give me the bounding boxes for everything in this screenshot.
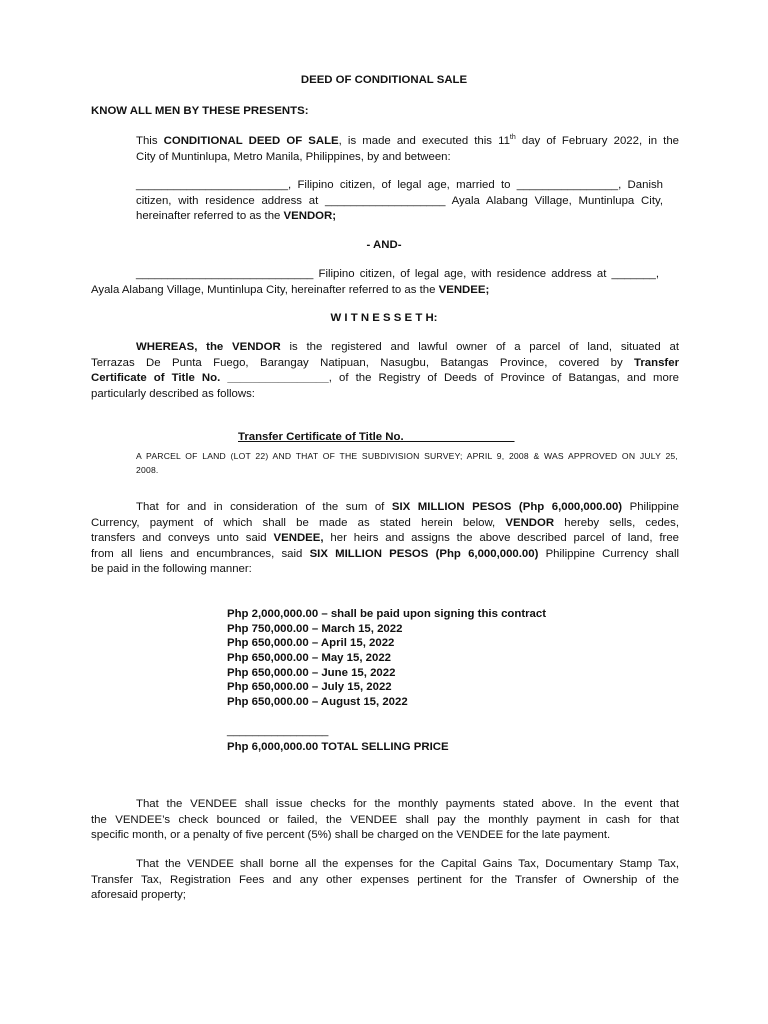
vendee-party-paragraph <box>91 267 659 298</box>
vendor-line-3: hereinafter referred to as the VENDOR; <box>136 210 337 222</box>
payment-line: Php 650,000.00 – May 15, 2022 <box>227 652 392 665</box>
payment-line: Php 650,000.00 – April 15, 2022 <box>227 637 395 650</box>
tct-heading: Transfer Certificate of Title No. _________________ <box>238 431 515 443</box>
expenses-clause-paragraph <box>91 857 679 904</box>
whereas-line-3: Certificate of Title No. ________________, of the Registry of Deeds of Province of Batangas, and more <box>91 372 679 384</box>
checks-clause-paragraph <box>91 797 679 844</box>
payment-schedule <box>227 607 546 710</box>
land-description-line-2: 2008. <box>136 465 159 475</box>
witnesseth-heading: W I T N E S S E T H: <box>330 312 438 324</box>
vendor-party-paragraph <box>136 178 663 225</box>
consideration-line-5: be paid in the following manner: <box>91 563 252 575</box>
expenses-line-3: aforesaid property; <box>91 889 186 901</box>
consideration-paragraph <box>91 500 679 578</box>
land-description-line-1: A PARCEL OF LAND (LOT 22) AND THAT OF THE SUBDIVISION SURVEY; APRIL 9, 2008 & WAS APPROVED ON JULY 25, <box>136 451 678 461</box>
expenses-line-1: That the VENDEE shall borne all the expenses for the Capital Gains Tax, Documentary Stamp Tax, <box>136 858 679 870</box>
payment-line: Php 650,000.00 – June 15, 2022 <box>227 666 396 679</box>
whereas-line-2: Terrazas De Punta Fuego, Barangay Natipuan, Nasugbu, Batangas Province, covered by Transfer <box>91 356 679 369</box>
consideration-line-2: Currency, payment of which shall be made as stated herein below, VENDOR hereby sells, cedes, <box>91 516 679 529</box>
payment-line: Php 650,000.00 – July 15, 2022 <box>227 681 392 694</box>
document-title: DEED OF CONDITIONAL SALE <box>300 74 468 86</box>
consideration-line-4: from all liens and encumbrances, said SIX MILLION PESOS (Php 6,000,000.00) Philippine Currency shall <box>91 547 680 560</box>
intro-line-1: This CONDITIONAL DEED OF SALE, is made and executed this 11th day of February 2022, in the <box>136 134 680 147</box>
checks-line-2: the VENDEE’s check bounced or failed, the VENDEE shall pay the monthly payment in cash for that <box>91 813 679 826</box>
vendee-line-1: ____________________________ Filipino citizen, of legal age, with residence address at _______, <box>136 268 659 280</box>
payment-line: Php 650,000.00 – August 15, 2022 <box>227 696 408 709</box>
payment-line: Php 2,000,000.00 – shall be paid upon signing this contract <box>227 608 547 620</box>
land-description <box>136 449 678 477</box>
checks-line-1: That the VENDEE shall issue checks for the monthly payments stated above. In the event that <box>136 798 679 810</box>
consideration-line-1: That for and in consideration of the sum of SIX MILLION PESOS (Php 6,000,000.00) Philippine <box>136 501 680 513</box>
whereas-line-1: WHEREAS, the VENDOR is the registered and lawful owner of a parcel of land, situated at <box>136 341 679 353</box>
total-selling-price: Php 6,000,000.00 TOTAL SELLING PRICE <box>227 741 449 753</box>
whereas-line-4: particularly described as follows: <box>91 387 255 400</box>
expenses-line-2: Transfer Tax, Registration Fees and any other expenses pertinent for the Transfer of Ownership of the <box>91 873 679 886</box>
vendor-line-1: ________________________, Filipino citizen, of legal age, married to ________________, Danish <box>136 179 663 191</box>
vendor-line-2: citizen, with residence address at ___________________ Ayala Alabang Village, Muntinlupa City, <box>136 194 663 207</box>
preamble: KNOW ALL MEN BY THESE PRESENTS: <box>91 105 309 117</box>
and-separator: - AND- <box>366 239 402 251</box>
whereas-paragraph <box>91 340 679 402</box>
consideration-line-3: transfers and conveys unto said VENDEE, her heirs and assigns the above described parcel of land, free <box>91 532 680 544</box>
total-rule: ________________ <box>227 725 329 737</box>
vendee-line-2: Ayala Alabang Village, Muntinlupa City, hereinafter referred to as the VENDEE; <box>91 283 490 296</box>
intro-paragraph <box>136 134 679 165</box>
payment-line: Php 750,000.00 – March 15, 2022 <box>227 622 403 635</box>
intro-line-2: City of Muntinlupa, Metro Manila, Philippines, by and between: <box>136 150 451 163</box>
checks-line-3: specific month, or a penalty of five percent (5%) shall be charged on the VENDEE for the late payment. <box>91 829 611 841</box>
